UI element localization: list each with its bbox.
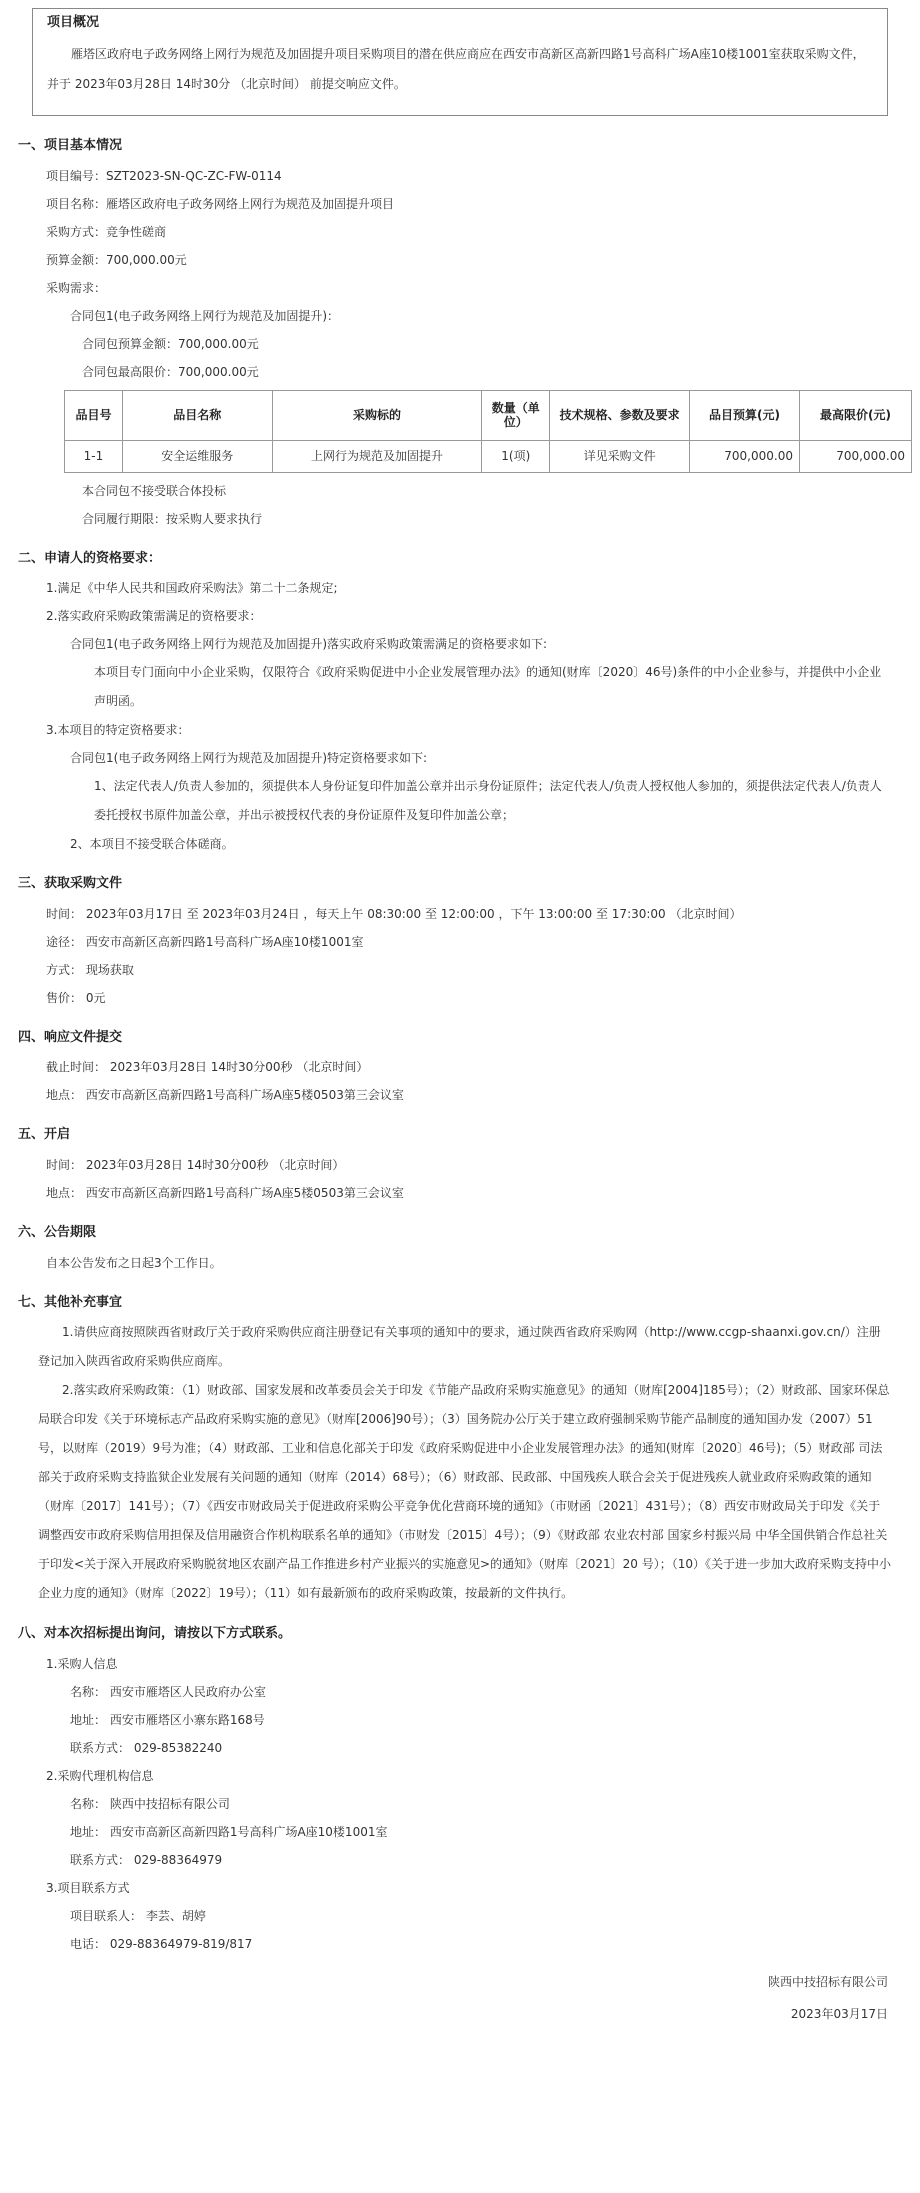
section-3-heading: 三、获取采购文件 [18,876,123,892]
notice-period: 自本公告发布之日起3个工作日。 [46,1255,222,1270]
table-cell: 700,000.00 [800,440,912,472]
section-8-heading: 八、对本次招标提出询问，请按以下方式联系。 [18,1626,292,1642]
qualification-item: 2.落实政府采购政策需满足的资格要求： [46,609,262,624]
purchaser-address: 地址： 西安市雁塔区小寨东路168号 [70,1712,265,1727]
table-header: 最高限价(元) [800,390,912,440]
table-header: 品目号 [65,390,123,440]
acquire-price: 售价： 0元 [46,990,106,1005]
table-header: 品目名称 [122,390,272,440]
project-contact-person: 项目联系人： 李芸、胡婷 [70,1908,206,1923]
no-consortium-note: 本合同包不接受联合体投标 [82,483,227,498]
qualification-detail: 1、法定代表人/负责人参加的，须提供本人身份证复印件加盖公章并出示身份证原件；法定代表人/负责人授权他人参加的，须提供法定代表人/负责人委托授权书原件加盖公章，并出示被授权代表的身份证原件及复印件加盖公章； [94,779,882,823]
supplement-paragraph-2: 2.落实政府采购政策：（1）财政部、国家发展和改革委员会关于印发《节能产品政府采购实施意见》的通知（财库[2004]185号）；（2）财政部、国家环保总局联合印发《关于环境标志产品政府采购实施的意见》（财库[2006]90号）；（3）国务院办公厅关于建立政府强制采购节能产品制度的通知国办发（2007）51号，以财库（2019）9号为准；（4）财政部、工业和信息化部关于印发《政府采购促进中小企业发展管理办法》的通知(财库〔2020〕46号)；（5）财政部 司法部关于政府采购支持监狱企业发展有关问题的通知（财库（2014）68号）；（6）财政部、民政部、中国残疾人联合会关于促进残疾人就业政府采购政策的通知（财库〔2017〕141号）；（7）《西安市财政局关于促进政府采购公平竞争优化营商环境的通知》（市财函〔2021〕431号）；（8）西安市财政局关于印发《关于调整西安市政府采购信用担保及信用融资合作机构联系名单的通知》（市财发〔2015〕4号）；（9）《财政部 农业农村部 国家乡村振兴局 中华全国供销合作总社关于印发<关于深入开展政府采购脱贫地区农副产品工作推进乡村产业振兴的实施意见>的通知》（财库〔2021〕20 号）；（10）《关于进一步加大政府采购支持中小企业力度的通知》（财库〔2022〕19号）；（11）如有最新颁布的政府采购政策，按最新的文件执行。 [38,1383,892,1601]
agency-address: 地址： 西安市高新区高新四路1号高科广场A座10楼1001室 [70,1824,388,1839]
procurement-requirement: 采购需求： [46,280,107,295]
contract-package: 合同包1(电子政务网络上网行为规范及加固提升)： [70,308,339,323]
qualification-item: 1.满足《中华人民共和国政府采购法》第二十二条规定; [46,581,338,596]
contract-period: 合同履行期限：按采购人要求执行 [82,511,263,526]
purchaser-phone: 联系方式： 029-85382240 [70,1740,223,1755]
table-cell: 详见采购文件 [550,440,690,472]
acquire-place: 途径： 西安市高新区高新四路1号高科广场A座10楼1001室 [46,934,364,949]
contact-group-title: 3.项目联系方式 [46,1880,130,1895]
overview-body: 雁塔区政府电子政务网络上网行为规范及加固提升项目采购项目的潜在供应商应在西安市高新区高新四路1号高科广场A座10楼1001室获取采购文件，并于 2023年03月28日 14时30分 （北京时间） 前提交响应文件。 [47,46,865,91]
purchaser-name: 名称： 西安市雁塔区人民政府办公室 [70,1684,266,1699]
overview-box [32,8,888,116]
package-limit: 合同包最高限价：700,000.00元 [82,364,259,379]
open-place: 地点： 西安市高新区高新四路1号高科广场A座5楼0503第三会议室 [46,1185,404,1200]
signature-date: 2023年03月17日 [790,2006,888,2021]
open-time: 时间： 2023年03月28日 14时30分00秒 （北京时间） [46,1157,345,1172]
qualification-detail: 2、本项目不接受联合体磋商。 [70,837,234,852]
qualification-subitem: 合同包1(电子政务网络上网行为规范及加固提升)特定资格要求如下: [70,751,428,766]
project-number: 项目编号：SZT2023-SN-QC-ZC-FW-0114 [46,168,282,183]
table-cell: 700,000.00 [690,440,800,472]
table-header: 数量（单位） [482,390,550,440]
table-header: 品目预算(元) [690,390,800,440]
table-cell: 1-1 [65,440,123,472]
table-row [65,440,912,472]
table-cell: 1(项) [482,440,550,472]
overview-title: 项目概况 [47,15,100,30]
qualification-item: 3.本项目的特定资格要求： [46,723,190,738]
package-budget: 合同包预算金额：700,000.00元 [82,336,259,351]
section-4-heading: 四、响应文件提交 [18,1029,123,1045]
acquire-time: 时间： 2023年03月17日 至 2023年03月24日 ，每天上午 08:30:00 至 12:00:00 ，下午 13:00:00 至 17:30:00 （北京时间） [46,906,742,921]
contact-group-title: 1.采购人信息 [46,1656,118,1671]
submit-place: 地点： 西安市高新区高新四路1号高科广场A座5楼0503第三会议室 [46,1088,404,1103]
submit-deadline: 截止时间： 2023年03月28日 14时30分00秒 （北京时间） [46,1060,369,1075]
signature-org: 陕西中技招标有限公司 [767,1974,888,1989]
section-5-heading: 五、开启 [18,1127,71,1143]
table-cell: 安全运维服务 [122,440,272,472]
table-header-row [65,390,912,440]
qualification-detail: 本项目专门面向中小企业采购，仅限符合《政府采购促进中小企业发展管理办法》的通知(财库〔2020〕46号)条件的中小企业参与，并提供中小企业声明函。 [94,665,882,709]
table-header: 技术规格、参数及要求 [550,390,690,440]
acquire-way: 方式： 现场获取 [46,962,134,977]
items-table [64,390,912,473]
section-6-heading: 六、公告期限 [18,1224,97,1240]
contact-group-title: 2.采购代理机构信息 [46,1768,154,1783]
table-header: 采购标的 [272,390,482,440]
project-name: 项目名称：雁塔区政府电子政务网络上网行为规范及加固提升项目 [46,196,395,211]
procurement-method: 采购方式：竞争性磋商 [46,224,167,239]
agency-name: 名称： 陕西中技招标有限公司 [70,1796,230,1811]
agency-phone: 联系方式： 029-88364979 [70,1852,223,1867]
budget-amount: 预算金额：700,000.00元 [46,252,187,267]
section-1-heading: 一、项目基本情况 [18,138,123,153]
qualification-subitem: 合同包1(电子政务网络上网行为规范及加固提升)落实政府采购政策需满足的资格要求如下: [70,637,548,652]
supplement-paragraph-1: 1.请供应商按照陕西省财政厅关于政府采购供应商注册登记有关事项的通知中的要求，通过陕西省政府采购网（http://www.ccgp-shaanxi.gov.cn/）注册登记加入陕西省政府采购供应商库。 [38,1325,881,1369]
table-cell: 上网行为规范及加固提升 [272,440,482,472]
section-2-heading: 二、申请人的资格要求： [18,550,162,566]
project-contact-phone: 电话： 029-88364979-819/817 [70,1936,253,1951]
section-7-heading: 七、其他补充事宜 [18,1294,123,1310]
